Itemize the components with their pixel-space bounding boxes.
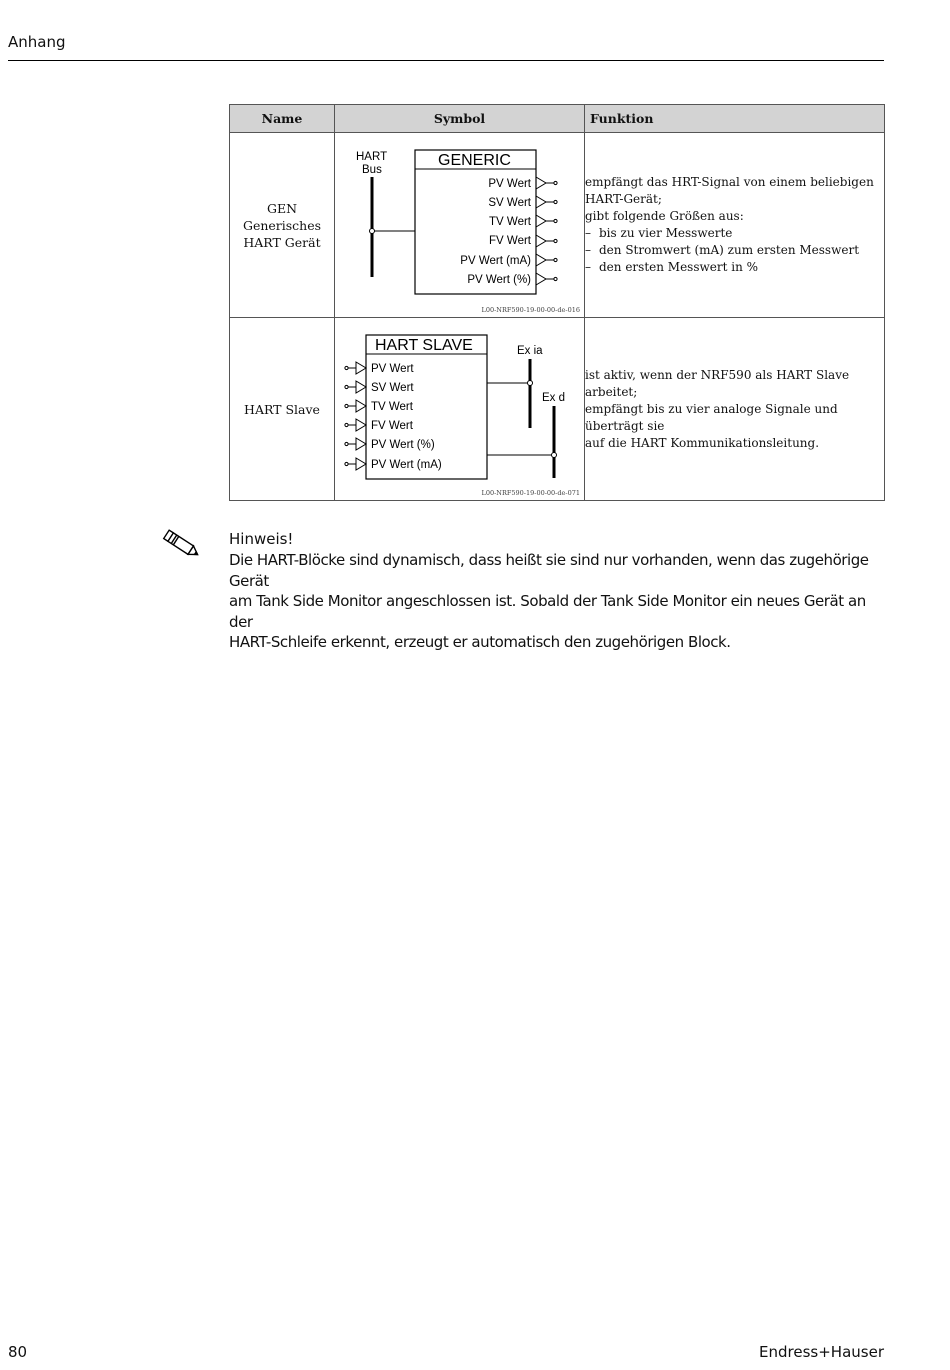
function-line: auf die HART Kommunikationsleitung. — [585, 435, 820, 450]
symbol-cell — [335, 133, 585, 318]
function-list-item: – den Stromwert (mA) zum ersten Messwert — [585, 243, 860, 257]
hart-slave-block-diagram — [335, 318, 584, 500]
block-title: HART SLAVE — [375, 337, 473, 354]
row-name-line: GEN — [266, 200, 298, 216]
function-cell — [585, 133, 885, 318]
symbol-cell — [335, 318, 585, 501]
page-number: 80 — [8, 1343, 28, 1361]
port-label: SV Wert — [371, 382, 414, 394]
note-title: Hinweis! — [229, 530, 294, 548]
column-header-name: Name — [230, 105, 335, 133]
output-port-arrow — [536, 273, 546, 285]
input-port-terminal — [345, 462, 348, 465]
ex-ia-junction — [528, 381, 533, 386]
output-port-terminal — [554, 200, 557, 203]
row-name-line: Generisches — [242, 217, 322, 233]
generic-block-diagram — [335, 133, 584, 317]
port-label: TV Wert — [371, 401, 413, 413]
figure-reference: L00-NRF590-19-00-00-de-016 — [481, 306, 580, 314]
output-port-arrow — [536, 235, 546, 247]
function-cell — [585, 318, 885, 501]
input-port-arrow — [356, 362, 366, 374]
column-header-symbol: Symbol — [335, 105, 585, 133]
bus-label-ex-ia: Ex ia — [517, 345, 543, 357]
output-port-arrow — [536, 177, 546, 189]
function-line: empfängt das HRT-Signal von einem beliebigen — [585, 175, 874, 189]
output-port-arrow — [536, 196, 546, 208]
row-name-line: HART Slave — [244, 401, 320, 417]
port-label: FV Wert — [371, 420, 413, 432]
port-label: PV Wert (%) — [467, 274, 531, 286]
function-list-item: – den ersten Messwert in % — [585, 260, 759, 274]
output-port-terminal — [554, 181, 557, 184]
input-port-terminal — [345, 366, 348, 369]
input-port-arrow — [356, 438, 366, 450]
function-line: gibt folgende Größen aus: — [585, 209, 744, 223]
output-port-arrow — [536, 215, 546, 227]
note-body — [229, 550, 889, 653]
output-port-terminal — [554, 239, 557, 242]
input-port-arrow — [356, 458, 366, 470]
header-rule — [8, 60, 884, 61]
port-label: PV Wert (mA) — [460, 255, 531, 267]
table-row — [230, 133, 885, 318]
function-block-table — [229, 104, 885, 501]
row-name-cell — [230, 318, 335, 501]
input-port-arrow — [356, 400, 366, 412]
port-label: PV Wert (%) — [371, 439, 435, 451]
port-label: PV Wert (mA) — [371, 459, 442, 471]
output-port-arrow — [536, 254, 546, 266]
output-port-terminal — [554, 258, 557, 261]
port-label: PV Wert — [371, 363, 414, 375]
ex-d-junction — [552, 453, 557, 458]
figure-reference: L00-NRF590-19-00-00-de-071 — [481, 489, 580, 497]
bus-junction — [370, 229, 375, 234]
function-line: HART-Gerät; — [585, 192, 662, 206]
input-port-arrow — [356, 381, 366, 393]
section-header: Anhang — [8, 33, 66, 51]
port-label: SV Wert — [488, 197, 531, 209]
input-port-terminal — [345, 404, 348, 407]
table-row — [230, 318, 885, 501]
output-port-terminal — [554, 277, 557, 280]
output-port-terminal — [554, 219, 557, 222]
function-line: empfängt bis zu vier analoge Signale und überträgt sie — [585, 401, 838, 433]
bus-label-line: Bus — [362, 164, 382, 176]
note-line: HART-Schleife erkennt, erzeugt er automatisch den zugehörigen Block. — [229, 633, 731, 651]
note-line: am Tank Side Monitor angeschlossen ist. Sobald der Tank Side Monitor ein neues Gerät an der — [229, 592, 866, 631]
bus-label-line: HART — [356, 151, 388, 163]
port-label: PV Wert — [488, 178, 531, 190]
row-name-line: HART Gerät — [243, 234, 321, 250]
function-line: ist aktiv, wenn der NRF590 als HART Slave arbeitet; — [585, 367, 850, 399]
bus-label-ex-d: Ex d — [542, 392, 566, 404]
row-name-cell — [230, 133, 335, 318]
input-port-arrow — [356, 419, 366, 431]
footer-brand: Endress+Hauser — [759, 1343, 884, 1361]
port-label: TV Wert — [489, 216, 531, 228]
input-port-terminal — [345, 442, 348, 445]
pencil-icon — [160, 528, 202, 562]
table-header-row — [230, 105, 885, 133]
input-port-terminal — [345, 385, 348, 388]
note-line: Die HART-Blöcke sind dynamisch, dass heißt sie sind nur vorhanden, wenn das zugehörige Gerät — [229, 551, 869, 590]
input-port-terminal — [345, 423, 348, 426]
column-header-funktion: Funktion — [585, 105, 885, 133]
port-label: FV Wert — [489, 235, 531, 247]
function-list-item: – bis zu vier Messwerte — [585, 226, 733, 240]
block-title: GENERIC — [438, 152, 511, 169]
